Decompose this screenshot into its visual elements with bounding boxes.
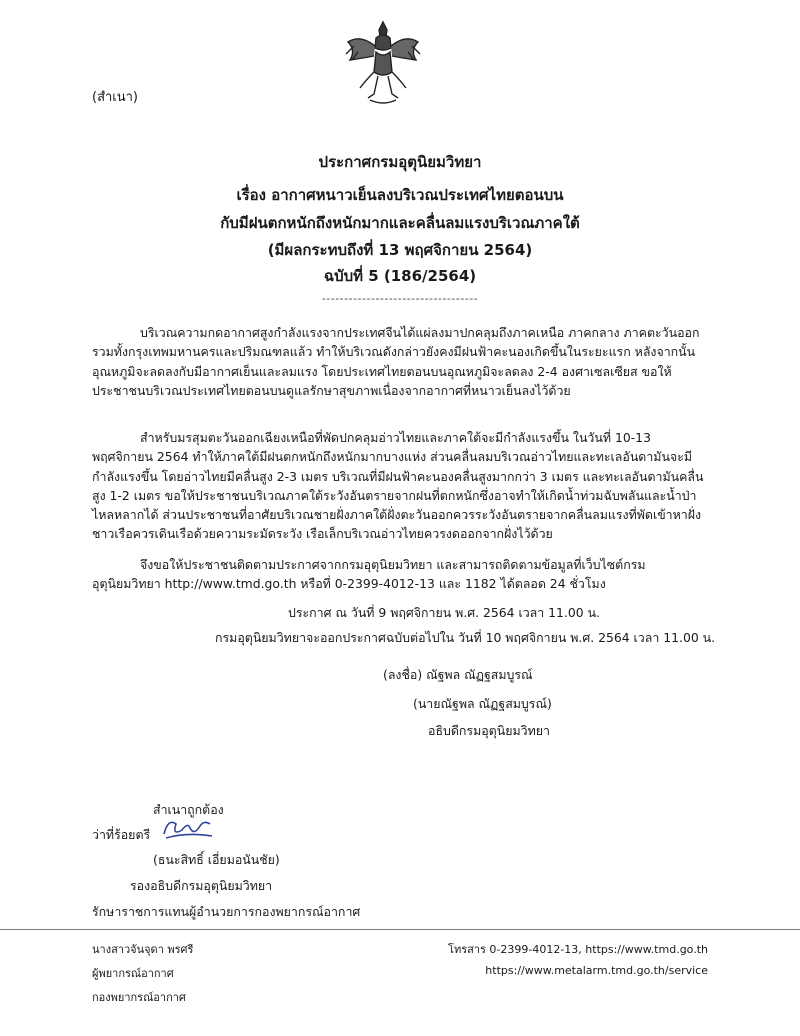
paragraph-3: จึงขอให้ประชาชนติดตามประกาศจากกรมอุตุนิยมวิทยา และสามารถติดตามข้อมูลที่เว็บไซต์กรมอุตุนิยมวิทยา http://www.tmd.go.th หรือที่ 0-2399-4012-13 และ 1182 ได้ตลอด 24 ชั่วโมง (92, 557, 646, 592)
next-issue-notice: กรมอุตุนิยมวิทยาจะออกประกาศฉบับต่อไปใน วันที่ 10 พฤศจิกายน พ.ศ. 2564 เวลา 11.00 น. (215, 630, 716, 645)
agency-title: ประกาศกรมอุตุนิยมวิทยา (318, 153, 482, 171)
paragraph-1: บริเวณความกดอากาศสูงกำลังแรงจากประเทศจีนได้แผ่ลงมาปกคลุมถึงภาคเหนือ ภาคกลาง ภาคตะวันออก รวมทั้งกรุงเทพมหานครและปริมณฑลแล้ว ทำให้บริเวณดังกล่าวยังคงมีฝนฟ้าคะนองเกิดขึ้นในระยะแรก หลังจากนั้นอุณหภูมิจะลดลงกับมีอากาศเย็นและลมแรง โดยประเทศไทยตอนบนอุณหภูมิจะลดลง 2-4 องศาเซลเซียส ขอให้ประชาชนบริเวณประเทศไทยตอนบนดูแลรักษาสุขภาพเนื่องจากอากาศที่หนาวเย็นลงไว้ด้วย (92, 325, 700, 398)
paragraph-2: สำหรับมรสุมตะวันออกเฉียงเหนือที่พัดปกคลุมอ่าวไทยและภาคใต้จะมีกำลังแรงขึ้น ในวันที่ 10-13 พฤศจิกายน 2564 ทำให้ภาคใต้มีฝนตกหนักถึงหนักมากบางแห่ง ส่วนคลื่นลมบริเวณอ่าวไทยและทะเลอันดามันจะมีกำลังแรงขึ้น โดยอ่าวไทยมีคลื่นสูง 2-3 เมตร บริเวณที่มีฝนฟ้าคะนองคลื่นสูงมากกว่า 3 เมตร และทะเลอันดามันคลื่นสูง 1-2 เมตร ขอให้ประชาชนบริเวณภาคใต้ระวังอันตรายจากฝนที่ตกหนักซึ่งอาจทำให้เกิดน้ำท่วมฉับพลันและน้ำป่าไหลหลากได้ ส่วนประชาชนที่อาศัยบริเวณชายฝั่งภาคใต้ฝั่งตะวันออกควรระวังอันตรายจากคลื่นลมแรงที่พัดเข้าหาฝั่ง ชาวเรือควรเดินเรือด้วยความระมัดระวัง เรือเล็กบริเวณอ่าวไทยควรงดออกจากฝั่งไว้ด้วย (92, 430, 704, 542)
issue-number: ฉบับที่ 5 (186/2564) (323, 267, 477, 285)
subject-line-2: กับมีฝนตกหนักถึงหนักมากและคลื่นลมแรงบริเวณภาคใต้ (220, 214, 580, 232)
forecaster-position: ผู้พยากรณ์อากาศ (92, 967, 174, 980)
copy-mark: (สำเนา) (92, 90, 139, 105)
certifier-position: รองอธิบดีกรมอุตุนิยมวิทยา (130, 878, 273, 893)
forecaster-name: นางสาวจันจุดา พรศรี (92, 943, 194, 956)
certified-copy-label: สำเนาถูกต้อง (153, 802, 224, 817)
certifier-name: (ธนะสิทธิ์ เอี่ยมอนันชัย) (153, 852, 280, 867)
footer-divider (0, 929, 800, 930)
certifier-rank: ว่าที่ร้อยตรี (92, 827, 151, 842)
forecaster-division: กองพยากรณ์อากาศ (92, 991, 186, 1004)
announce-date: ประกาศ ณ วันที่ 9 พฤศจิกายน พ.ศ. 2564 เวลา 11.00 น. (288, 605, 600, 620)
subject-line: เรื่อง อากาศหนาวเย็นลงบริเวณประเทศไทยตอนบน (236, 186, 564, 204)
effect-date: (มีผลกระทบถึงที่ 13 พฤศจิกายน 2564) (267, 241, 533, 259)
signature-line: (ลงชื่อ) ณัฐพล ณัฏฐสมบูรณ์ (383, 667, 533, 682)
handwritten-signature (160, 814, 216, 842)
metalarm-link[interactable]: https://www.metalarm.tmd.go.th/service (485, 964, 708, 977)
signatory-name: (นายณัฐพล ณัฏฐสมบูรณ์) (413, 696, 552, 711)
signatory-title: อธิบดีกรมอุตุนิยมวิทยา (428, 723, 550, 738)
garuda-emblem-icon (340, 16, 426, 108)
fax-and-website: โทรสาร 0-2399-4012-13, https://www.tmd.go.th (448, 943, 708, 956)
header-divider: ----------------------------------- (321, 292, 479, 305)
certifier-acting-role: รักษาราชการแทนผู้อำนวยการกองพยากรณ์อากาศ (92, 904, 361, 919)
